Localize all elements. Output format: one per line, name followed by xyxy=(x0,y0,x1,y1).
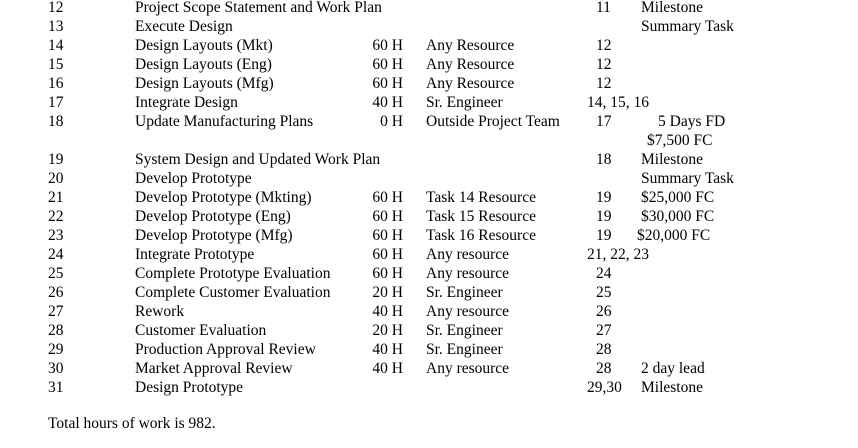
table-row xyxy=(0,93,858,112)
task-hours: 20 H xyxy=(372,284,403,301)
task-name: System Design and Updated Work Plan xyxy=(135,151,381,168)
task-name: Update Manufacturing Plans xyxy=(135,113,314,130)
table-row xyxy=(0,283,858,302)
task-resource: Any Resource xyxy=(426,37,515,54)
task-id: 26 xyxy=(48,284,64,301)
task-name: Design Layouts (Mkt) xyxy=(135,37,273,54)
task-name: Design Layouts (Eng) xyxy=(135,56,272,73)
task-id: 17 xyxy=(48,94,64,111)
table-row xyxy=(0,188,858,207)
task-hours: 60 H xyxy=(372,246,403,263)
task-predecessor: 18 xyxy=(596,151,612,168)
task-hours: 40 H xyxy=(372,341,403,358)
task-resource: Outside Project Team xyxy=(426,113,560,130)
task-name: Execute Design xyxy=(135,18,233,35)
task-hours: 40 H xyxy=(372,94,403,111)
task-name: Develop Prototype (Mkting) xyxy=(135,189,312,206)
table-row xyxy=(0,359,858,378)
task-hours: 0 H xyxy=(380,113,403,130)
task-hours: 60 H xyxy=(372,265,403,282)
task-name: Design Prototype xyxy=(135,379,244,396)
table-row xyxy=(0,150,858,169)
table-row xyxy=(0,264,858,283)
task-hours: 60 H xyxy=(372,189,403,206)
task-note: 2 day lead xyxy=(641,360,705,377)
table-row xyxy=(0,378,858,397)
table-row xyxy=(0,302,858,321)
task-note: $7,500 FC xyxy=(647,132,713,149)
task-hours: 60 H xyxy=(372,37,403,54)
task-hours: 60 H xyxy=(372,208,403,225)
task-hours: 60 H xyxy=(372,75,403,92)
task-note: 5 Days FD xyxy=(658,113,726,130)
task-hours: 40 H xyxy=(372,360,403,377)
task-id: 13 xyxy=(48,18,64,35)
task-predecessor: 28 xyxy=(596,341,612,358)
task-predecessor: 12 xyxy=(596,56,612,73)
task-id: 12 xyxy=(48,0,64,16)
task-predecessor: 24 xyxy=(596,265,612,282)
task-predecessor: 19 xyxy=(596,208,612,225)
task-hours: 60 H xyxy=(372,227,403,244)
task-note: Summary Task xyxy=(641,170,734,187)
table-row xyxy=(0,74,858,93)
task-name: Complete Prototype Evaluation xyxy=(135,265,331,282)
table-row xyxy=(0,321,858,340)
task-name: Rework xyxy=(135,303,185,320)
task-resource: Any Resource xyxy=(426,56,515,73)
table-row xyxy=(0,112,858,131)
task-name: Production Approval Review xyxy=(135,341,316,358)
task-name: Develop Prototype (Mfg) xyxy=(135,227,293,244)
task-id: 14 xyxy=(48,37,64,54)
task-name: Develop Prototype (Eng) xyxy=(135,208,291,225)
table-row xyxy=(0,36,858,55)
task-predecessor: 29,30 xyxy=(587,379,622,396)
table-row xyxy=(0,226,858,245)
task-hours: 40 H xyxy=(372,303,403,320)
task-predecessor: 12 xyxy=(596,37,612,54)
task-resource: Sr. Engineer xyxy=(426,322,503,339)
task-id: 16 xyxy=(48,75,64,92)
task-note: $30,000 FC xyxy=(641,208,715,225)
task-name: Integrate Prototype xyxy=(135,246,255,263)
task-note: Milestone xyxy=(641,0,703,16)
task-name: Project Scope Statement and Work Plan xyxy=(135,0,382,16)
task-resource: Sr. Engineer xyxy=(426,284,503,301)
total-hours-summary: Total hours of work is 982. xyxy=(48,415,216,432)
task-predecessor: 19 xyxy=(596,227,612,244)
task-id: 29 xyxy=(48,341,64,358)
task-predecessor: 28 xyxy=(596,360,612,377)
task-resource: Sr. Engineer xyxy=(426,94,503,111)
task-predecessor: 17 xyxy=(596,113,612,130)
table-row xyxy=(0,131,858,150)
task-hours: 60 H xyxy=(372,56,403,73)
task-resource: Sr. Engineer xyxy=(426,341,503,358)
task-predecessor: 19 xyxy=(596,189,612,206)
task-name: Customer Evaluation xyxy=(135,322,267,339)
task-id: 20 xyxy=(48,170,64,187)
task-note: $20,000 FC xyxy=(637,227,711,244)
task-resource: Any resource xyxy=(426,360,510,377)
task-note: Milestone xyxy=(641,151,703,168)
task-note: Summary Task xyxy=(641,18,734,35)
task-predecessor: 25 xyxy=(596,284,612,301)
task-id: 21 xyxy=(48,189,64,206)
task-resource: Any resource xyxy=(426,246,510,263)
table-row xyxy=(0,0,858,17)
task-predecessor: 26 xyxy=(596,303,612,320)
table-row xyxy=(0,169,858,188)
table-row xyxy=(0,245,858,264)
task-name: Develop Prototype xyxy=(135,170,252,187)
task-id: 15 xyxy=(48,56,64,73)
task-id: 31 xyxy=(48,379,64,396)
task-id: 28 xyxy=(48,322,64,339)
task-resource: Task 15 Resource xyxy=(426,208,536,225)
task-id: 18 xyxy=(48,113,64,130)
task-resource: Task 16 Resource xyxy=(426,227,536,244)
task-name: Market Approval Review xyxy=(135,360,293,377)
table-row xyxy=(0,17,858,36)
task-hours: 20 H xyxy=(372,322,403,339)
task-id: 23 xyxy=(48,227,64,244)
task-predecessor: 14, 15, 16 xyxy=(587,94,649,111)
task-note: Milestone xyxy=(641,379,703,396)
task-id: 30 xyxy=(48,360,64,377)
task-resource: Any Resource xyxy=(426,75,515,92)
task-name: Integrate Design xyxy=(135,94,238,111)
task-name: Complete Customer Evaluation xyxy=(135,284,331,301)
task-resource: Task 14 Resource xyxy=(426,189,536,206)
task-resource: Any resource xyxy=(426,265,510,282)
task-id: 27 xyxy=(48,303,64,320)
task-note: $25,000 FC xyxy=(641,189,715,206)
task-predecessor: 21, 22, 23 xyxy=(587,246,649,263)
task-predecessor: 27 xyxy=(596,322,612,339)
table-row xyxy=(0,340,858,359)
task-id: 24 xyxy=(48,246,64,263)
task-name: Design Layouts (Mfg) xyxy=(135,75,274,92)
task-predecessor: 12 xyxy=(596,75,612,92)
task-resource: Any resource xyxy=(426,303,510,320)
table-row xyxy=(0,55,858,74)
task-id: 25 xyxy=(48,265,64,282)
task-id: 19 xyxy=(48,151,64,168)
task-predecessor: 11 xyxy=(596,0,611,16)
task-id: 22 xyxy=(48,208,64,225)
table-row xyxy=(0,207,858,226)
